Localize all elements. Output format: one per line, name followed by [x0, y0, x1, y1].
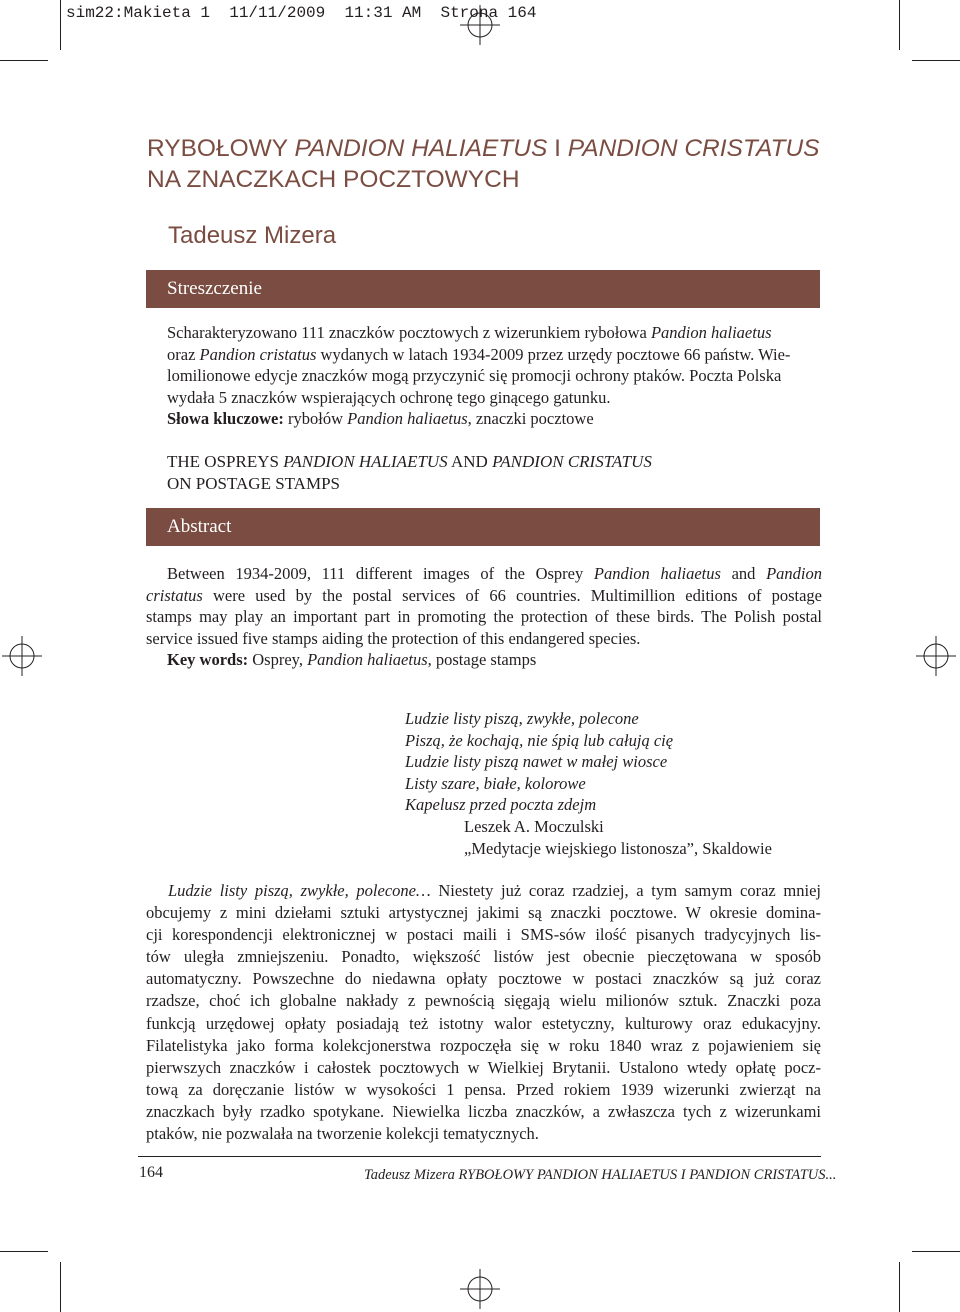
page-number: 164: [139, 1164, 163, 1181]
abstract-line: Between 1934-2009, 111 different images of the Osprey Pandion haliaetus and Pandion: [167, 564, 822, 583]
english-title: THE OSPREYS PANDION HALIAETUS AND PANDION CRISTATUS ON POSTAGE STAMPS: [167, 452, 652, 493]
crop-mark: [912, 60, 960, 61]
epigraph-line: Piszą, że kochają, nie śpią lub całują cię: [405, 730, 674, 750]
body-line: ptaków, nie pozwalała na tworzenie kolekcji tematycznych.: [146, 1124, 539, 1144]
abstract-line: cristatus were used by the postal services of 66 countries. Multimillion editions of postage: [146, 585, 822, 605]
abstract-keywords: Key words: Osprey, Pandion haliaetus, postage stamps: [167, 650, 537, 669]
abstract-line: service issued five stamps aiding the protection of this endangered species.: [146, 628, 641, 648]
crop-mark: [899, 1262, 900, 1312]
abstract-line: stamps may play an important part in promoting the protection of these birds. The Polish postal: [146, 607, 822, 626]
crop-mark: [60, 0, 61, 50]
body-line: znaczkach były rzadko spotykane. Niewielka liczba znaczków, a zwłaszcza tych z wizerunkami: [146, 1101, 821, 1121]
registration-mark-icon: [460, 1269, 500, 1309]
body-line: tów uległa zmniejszeniu. Ponadto, większość listów jest obecnie pieczętowana w sposób: [146, 947, 821, 967]
registration-mark-icon: [460, 5, 500, 45]
title-text: RYBOŁOWY: [147, 135, 295, 162]
author-name: Tadeusz Mizera: [168, 222, 337, 249]
body-line: obcujemy z mini dziełami sztuki artystycznej jakimi są znaczki pocztowe. W okresie domina-: [146, 903, 821, 923]
footer-rule: [138, 1156, 821, 1157]
crop-mark: [899, 0, 900, 50]
body-line: tową za doręczanie listów w wysokości 1 pensa. Przed rokiem 1939 wizerunki zwierząt na: [146, 1079, 821, 1099]
summary-keywords: Słowa kluczowe: rybołów Pandion haliaetus, znaczki pocztowe: [167, 409, 594, 428]
registration-mark-icon: [916, 636, 956, 676]
body-line: Filatelistyka jako forma kolekcjonerstwa rozpoczęła się w roku 1840 wraz z pojawieniem się: [146, 1035, 821, 1055]
summary-line: oraz Pandion cristatus wydanych w latach 1934-2009 przez urzędy pocztowe 66 państw. Wie-: [167, 344, 791, 364]
epigraph-line: Ludzie listy piszą, zwykłe, polecone: [405, 709, 639, 728]
title-species: PANDION CRISTATUS: [567, 135, 820, 162]
body-line: Ludzie listy piszą, zwykłe, polecone… Niestety już coraz rzadziej, a tym samym coraz mniej: [168, 881, 822, 900]
body-line: rzadsze, choć ich globalne nakłady z pewnością sięgają wielu milionów sztuk. Znaczki poza: [146, 991, 821, 1011]
epigraph-line: Kapelusz przed poczta zdejm: [405, 795, 597, 815]
body-line: pierwszych znaczków i całostek pocztowych w Wielkiej Brytanii. Ustalono wtedy opłatę pocz-: [146, 1057, 821, 1077]
body-line: automatyczny. Powszechne do niedawna opłaty pocztowe w postaci znaczków są już coraz: [146, 969, 821, 989]
article-title: [147, 133, 827, 195]
crop-mark: [912, 1251, 960, 1252]
epigraph-line: Listy szare, białe, kolorowe: [405, 773, 586, 793]
epigraph-source: „Medytacje wiejskiego listonosza”, Skaldowie: [464, 838, 772, 858]
epigraph: [405, 708, 772, 859]
print-slug: sim22:Makieta 1 11/11/2009 11:31 AM Strona 164: [66, 4, 537, 22]
title-species: PANDION HALIAETUS: [294, 135, 548, 162]
summary-paragraph: [167, 322, 827, 430]
crop-mark: [0, 1251, 48, 1252]
body-line: funkcją urzędowej opłaty posiadają też istotny walor estetyczny, kulturowy oraz edukacyjny.: [146, 1013, 821, 1033]
registration-mark-icon: [2, 636, 42, 676]
section-heading-streszczenie: Streszczenie: [146, 270, 820, 308]
title-text: NA ZNACZKACH POCZTOWYCH: [147, 166, 520, 193]
crop-mark: [0, 60, 48, 61]
summary-line: wydała 5 znaczków wspierających ochronę tego ginącego gatunku.: [167, 387, 611, 407]
epigraph-author: Leszek A. Moczulski: [464, 816, 604, 836]
crop-mark: [60, 1262, 61, 1312]
body-paragraph: [146, 880, 821, 1145]
running-head: Tadeusz Mizera RYBOŁOWY PANDION HALIAETUS I PANDION CRISTATUS...: [364, 1167, 837, 1183]
summary-line: lomilionowe edycje znaczków mogą przyczynić się promocji ochrony ptaków. Poczta Polska: [167, 366, 782, 385]
title-text: I: [547, 135, 568, 162]
section-heading-abstract: Abstract: [146, 508, 820, 546]
epigraph-line: Ludzie listy piszą nawet w małej wiosce: [405, 752, 668, 772]
summary-line: Scharakteryzowano 111 znaczków pocztowych z wizerunkiem rybołowa Pandion haliaetus: [167, 323, 772, 342]
body-line: cji korespondencji elektronicznej w postaci maili i SMS-sów ilość pisanych tradycyjnych lis-: [146, 925, 821, 945]
abstract-paragraph: [146, 563, 822, 671]
